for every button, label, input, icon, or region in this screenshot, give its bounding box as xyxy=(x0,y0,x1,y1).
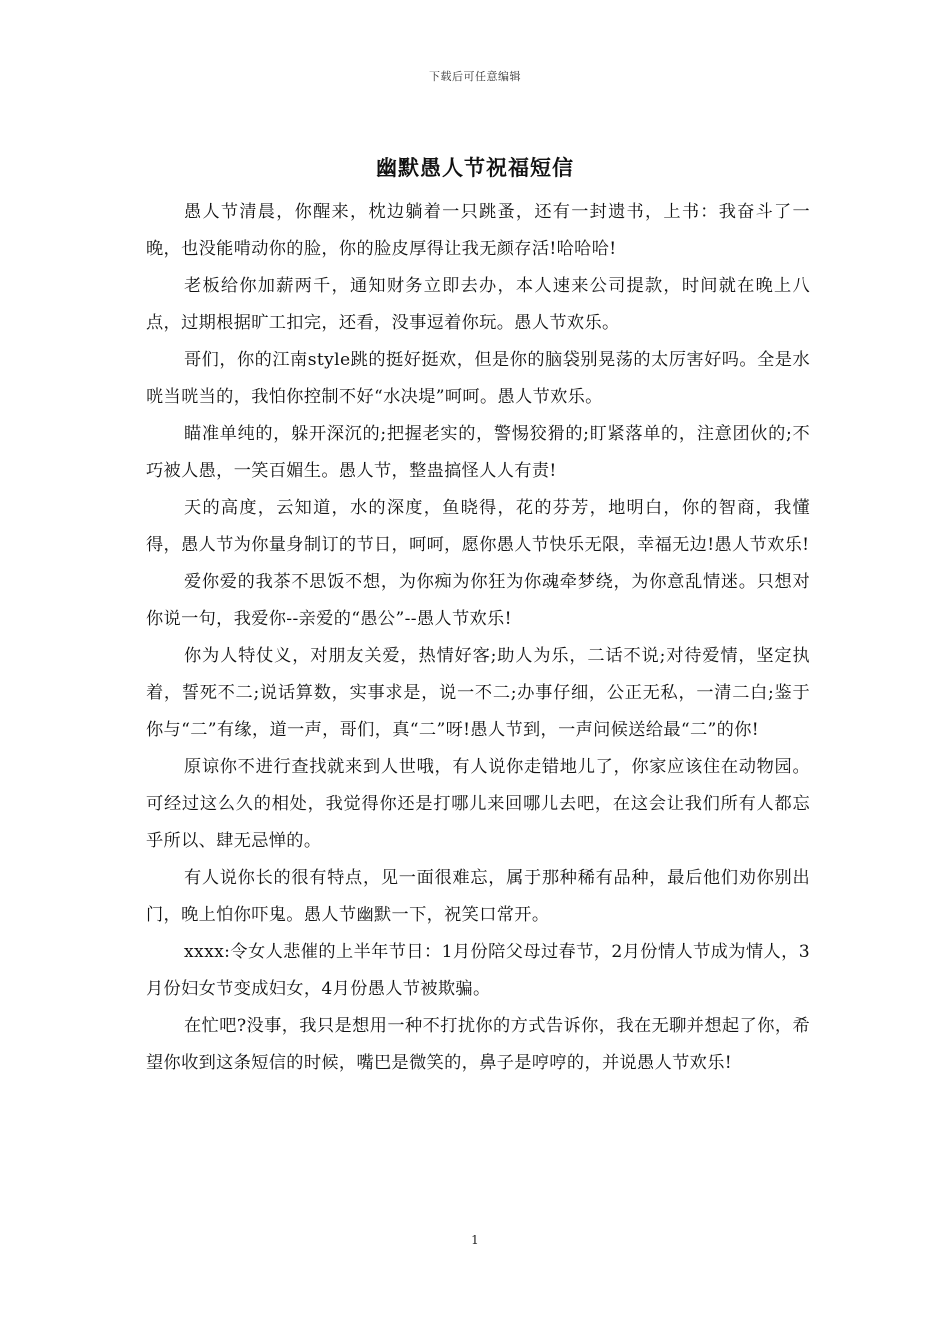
paragraph: 原谅你不进行查找就来到人世哦，有人说你走错地儿了，你家应该住在动物园。可经过这么久的相处，我觉得你还是打哪儿来回哪儿去吧，在这会让我们所有人都忘乎所以、肆无忌惮的。 xyxy=(146,757,810,851)
paragraph: 愚人节清晨，你醒来，枕边躺着一只跳蚤，还有一封遗书，上书：我奋斗了一晚，也没能啃动你的脸，你的脸皮厚得让我无颜存活!哈哈哈! xyxy=(146,202,810,259)
document-body xyxy=(146,194,810,1082)
paragraph: 在忙吧?没事，我只是想用一种不打扰你的方式告诉你，我在无聊并想起了你，希望你收到这条短信的时候，嘴巴是微笑的，鼻子是哼哼的，并说愚人节欢乐! xyxy=(146,1016,810,1073)
paragraph: 老板给你加薪两千，通知财务立即去办，本人速来公司提款，时间就在晚上八点，过期根据旷工扣完，还看，没事逗着你玩。愚人节欢乐。 xyxy=(146,276,810,333)
paragraph: 天的高度，云知道，水的深度，鱼晓得，花的芬芳，地明白，你的智商，我懂得，愚人节为你量身制订的节日，呵呵，愿你愚人节快乐无限，幸福无边!愚人节欢乐! xyxy=(146,498,810,555)
paragraph: 爱你爱的我茶不思饭不想，为你痴为你狂为你魂牵梦绕，为你意乱情迷。只想对你说一句，我爱你--亲爱的“愚公”--愚人节欢乐! xyxy=(146,572,810,629)
paragraph: 你为人特仗义，对朋友关爱，热情好客;助人为乐，二话不说;对待爱情，坚定执着，誓死不二;说话算数，实事求是，说一不二;办事仔细，公正无私，一清二白;鉴于你与“二”有缘，道一声，哥们，真“二”呀!愚人节到，一声问候送给最“二”的你! xyxy=(146,646,810,740)
page-number: 1 xyxy=(471,1233,479,1247)
document-title: 幽默愚人节祝福短信 xyxy=(376,155,574,180)
paragraph: xxxx:令女人悲催的上半年节日：1月份陪父母过春节，2月份情人节成为情人，3月份妇女节变成妇女，4月份愚人节被欺骗。 xyxy=(146,942,810,999)
paragraph: 瞄准单纯的，躲开深沉的;把握老实的，警惕狡猾的;盯紧落单的，注意团伙的;不巧被人愚，一笑百媚生。愚人节，整蛊搞怪人人有责! xyxy=(146,424,810,481)
paragraph: 哥们，你的江南style跳的挺好挺欢，但是你的脑袋别晃荡的太厉害好吗。全是水咣当咣当的，我怕你控制不好“水决堤”呵呵。愚人节欢乐。 xyxy=(146,350,810,407)
paragraph: 有人说你长的很有特点，见一面很难忘，属于那种稀有品种，最后他们劝你别出门，晚上怕你吓鬼。愚人节幽默一下，祝笑口常开。 xyxy=(146,868,810,925)
header-note: 下载后可任意编辑 xyxy=(429,70,521,83)
